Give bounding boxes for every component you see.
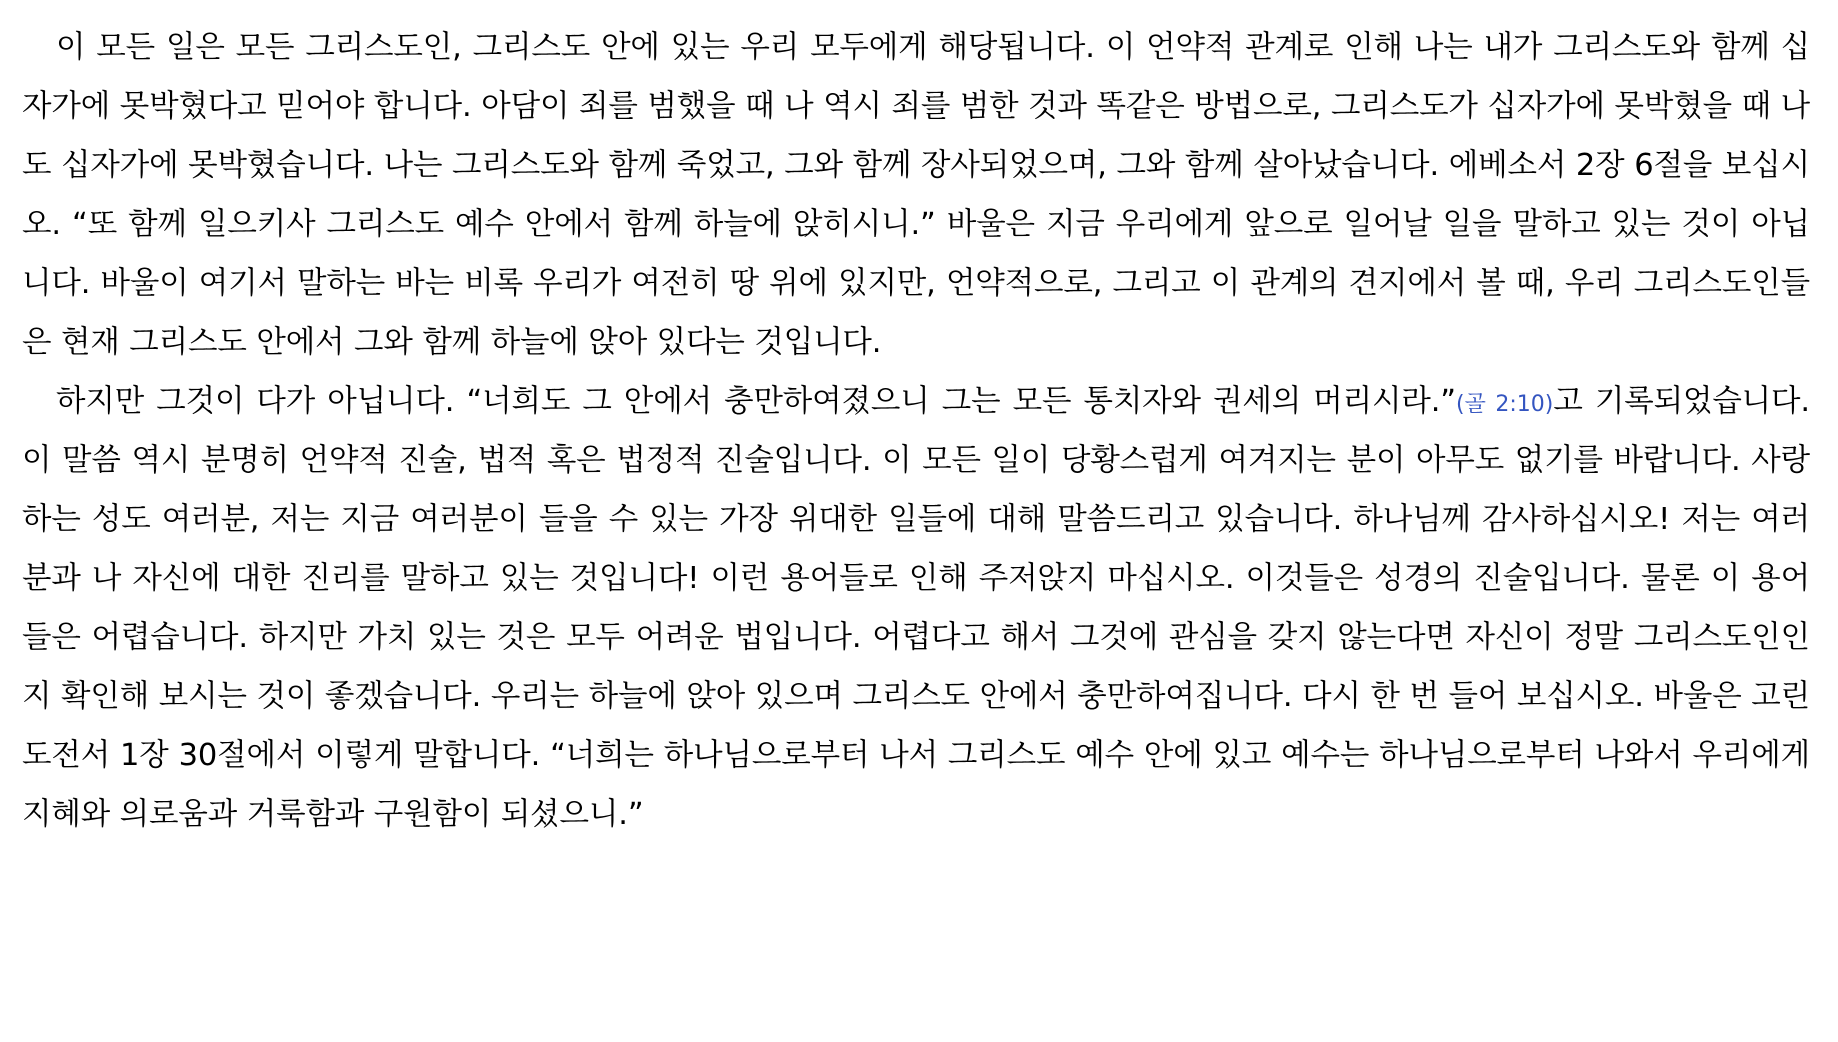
paragraph-text: 이 모든 일은 모든 그리스도인, 그리스도 안에 있는 우리 모두에게 해당됩니다. 이 언약적 관계로 인해 나는 내가 그리스도와 함께 십자가에 못박혔다고 믿어야 합니다. 아담이 죄를 범했을 때 나 역시 죄를 범한 것과 똑같은 방법으로, 그리스도가 십자가에 못박혔을 때 나도 십자가에 못박혔습니다. 나는 그리스도와 함께 죽었고, 그와 함께 장사되었으며, 그와 함께 살아났습니다. 에베소서 2장 6절을 보십시오. “또 함께 일으키사 그리스도 예수 안에서 함께 하늘에 앉히시니.” 바울은 지금 우리에게 앞으로 일어날 일을 말하고 있는 것이 아닙니다. 바울이 여기서 말하는 바는 비록 우리가 여전히 땅 위에 있지만, 언약적으로, 그리고 이 관계의 견지에서 볼 때, 우리 그리스도인들은 현재 그리스도 안에서 그와 함께 하늘에 앉아 있다는 것입니다. [22, 30, 1810, 361]
scripture-reference[interactable]: (골 2:10) [1456, 392, 1554, 418]
document-body [22, 18, 1810, 844]
paragraph-text: 하지만 그것이 다가 아닙니다. “너희도 그 안에서 충만하여졌으니 그는 모든 통치자와 권세의 머리시라.” [56, 384, 1457, 420]
paragraph-text: 고 기록되었습니다. 이 말씀 역시 분명히 언약적 진술, 법적 혹은 법정적 진술입니다. 이 모든 일이 당황스럽게 여겨지는 분이 아무도 없기를 바랍니다. 사랑하는 성도 여러분, 저는 지금 여러분이 들을 수 있는 가장 위대한 일들에 대해 말씀드리고 있습니다. 하나님께 감사하십시오! 저는 여러분과 나 자신에 대한 진리를 말하고 있는 것입니다! 이런 용어들로 인해 주저앉지 마십시오. 이것들은 성경의 진술입니다. 물론 이 용어들은 어렵습니다. 하지만 가치 있는 것은 모두 어려운 법입니다. 어렵다고 해서 그것에 관심을 갖지 않는다면 자신이 정말 그리스도인인지 확인해 보시는 것이 좋겠습니다. 우리는 하늘에 앉아 있으며 그리스도 안에서 충만하여집니다. 다시 한 번 들어 보십시오. 바울은 고린도전서 1장 30절에서 이렇게 말합니다. “너희는 하나님으로부터 나서 그리스도 예수 안에 있고 예수는 하나님으로부터 나와서 우리에게 지혜와 의로움과 거룩함과 구원함이 되셨으니.” [22, 384, 1811, 833]
body-paragraph [22, 372, 1810, 844]
body-paragraph [22, 18, 1810, 372]
